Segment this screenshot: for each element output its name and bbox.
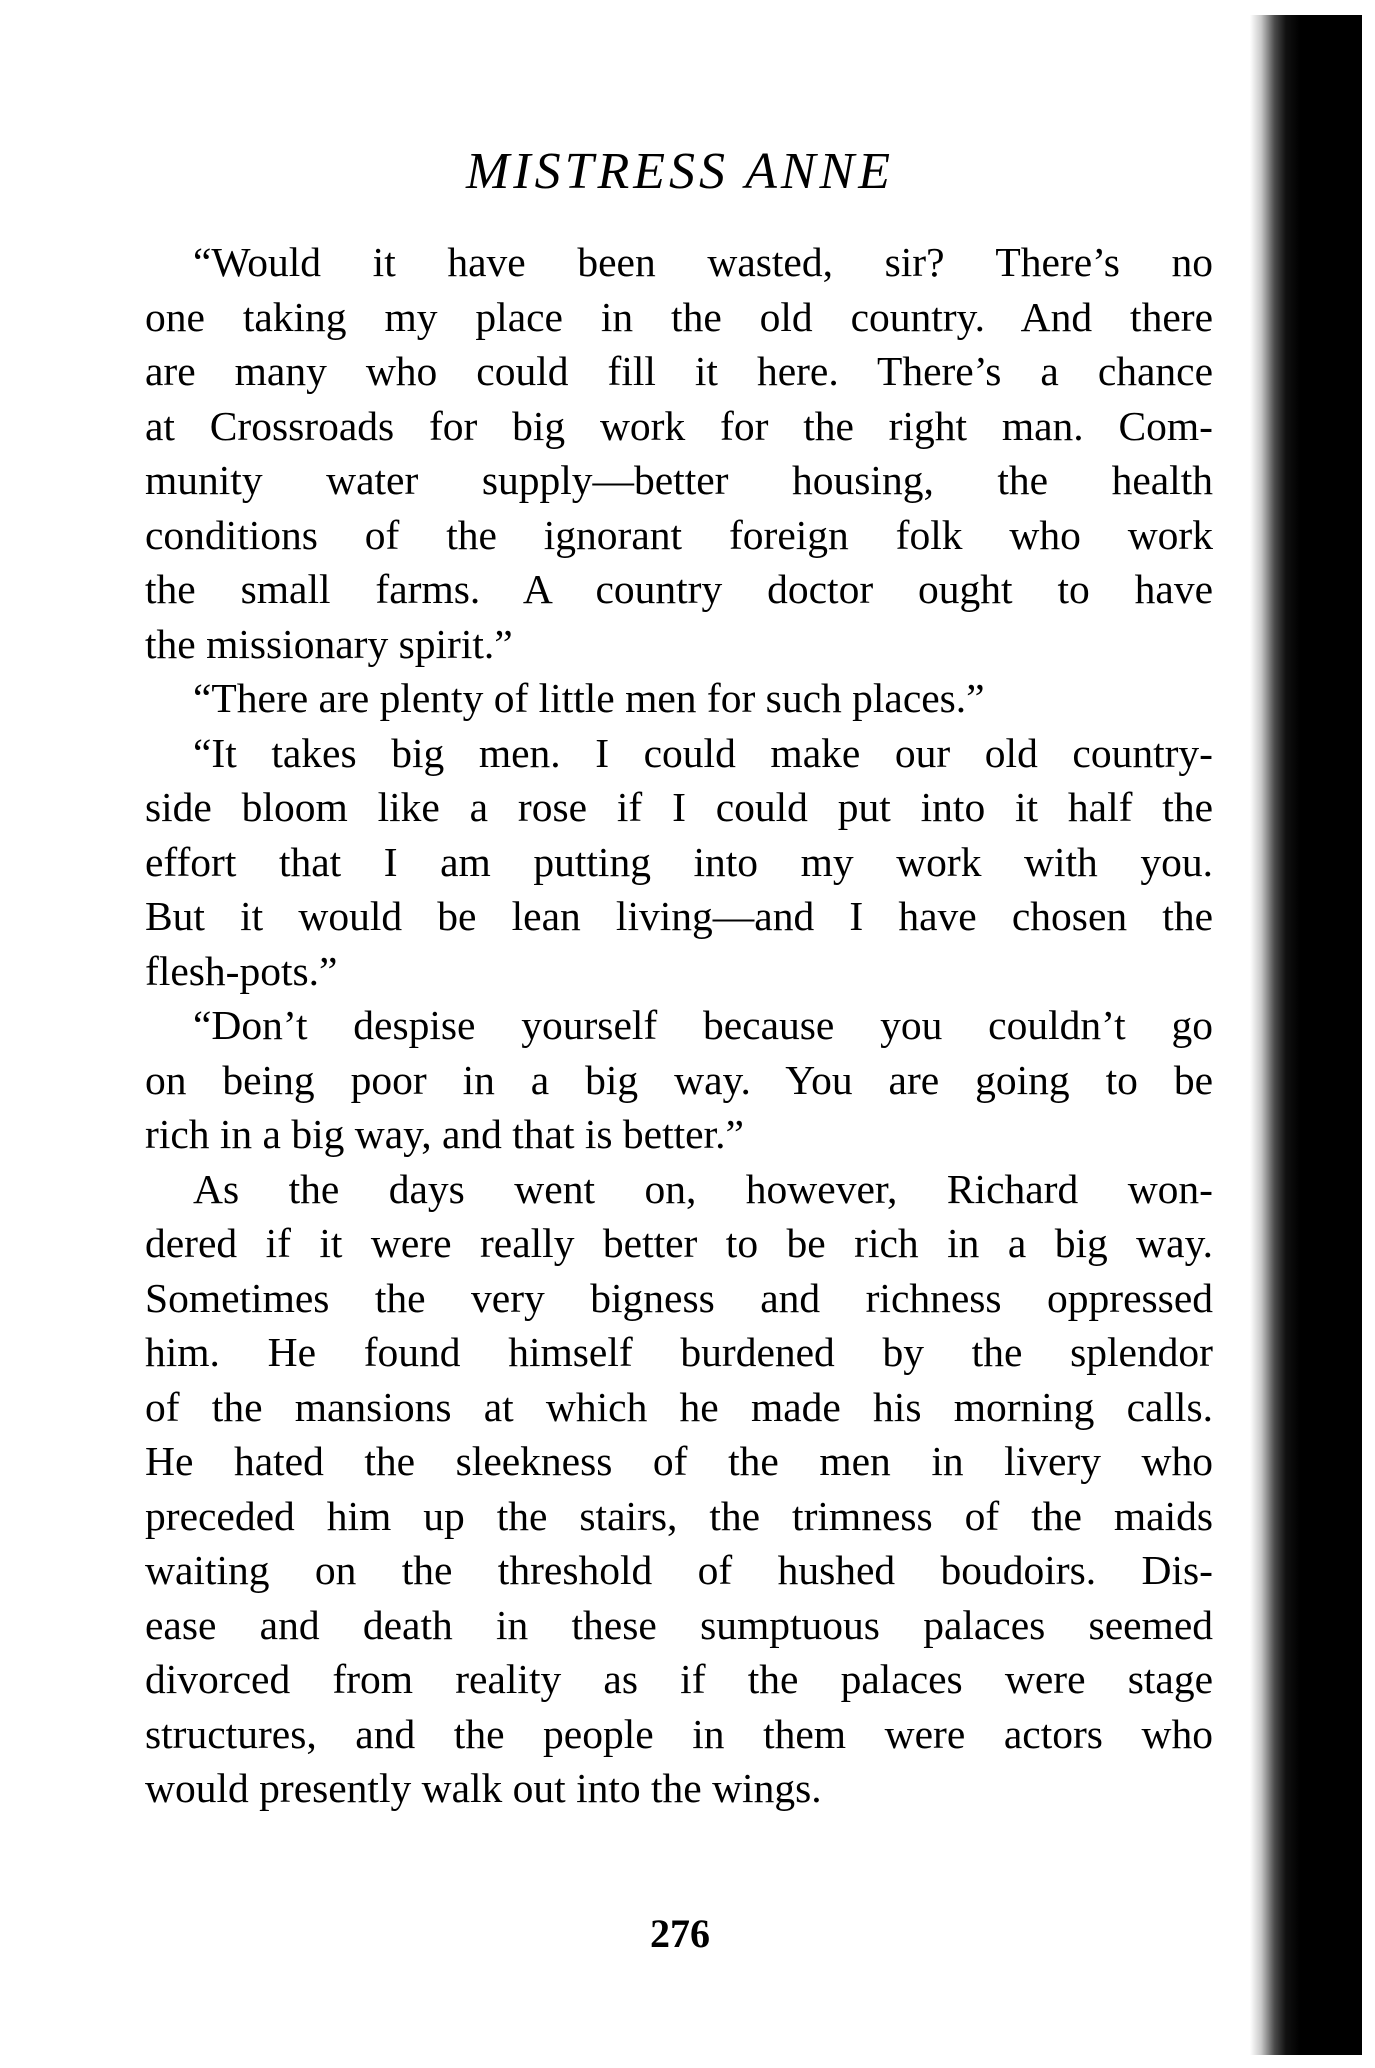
- text-line: side bloom like a rose if I could put into it half the: [145, 784, 1213, 830]
- text-line: Sometimes the very bigness and richness oppressed: [145, 1274, 1213, 1321]
- text-line: But it would be lean living—and I have chosen the: [145, 893, 1213, 939]
- text-line: flesh-pots.”: [145, 947, 338, 994]
- text-line: structures, and the people in them were actors who: [145, 1710, 1213, 1757]
- book-spine-shadow: [1250, 15, 1362, 2055]
- text-line: As the days went on, however, Richard won-: [193, 1165, 1213, 1212]
- text-line: He hated the sleekness of the men in livery who: [145, 1438, 1213, 1484]
- text-line: ease and death in these sumptuous palaces seemed: [145, 1601, 1213, 1648]
- text-line: would presently walk out into the wings.: [145, 1765, 822, 1811]
- text-line: him. He found himself burdened by the splendor: [145, 1329, 1213, 1375]
- text-line: munity water supply—better housing, the health: [145, 457, 1213, 503]
- text-line: effort that I am putting into my work with you.: [145, 838, 1213, 885]
- body-text: [145, 235, 1213, 1816]
- text-line: rich in a big way, and that is better.”: [145, 1111, 744, 1157]
- text-line: one taking my place in the old country. And there: [145, 293, 1213, 340]
- text-line: preceded him up the stairs, the trimness of the maids: [145, 1492, 1213, 1539]
- text-line: conditions of the ignorant foreign folk who work: [145, 511, 1213, 558]
- text-line: “There are plenty of little men for such places.”: [193, 675, 985, 721]
- text-line: on being poor in a big way. You are going to be: [145, 1056, 1213, 1103]
- text-line: waiting on the threshold of hushed boudoirs. Dis-: [145, 1547, 1213, 1593]
- text-line: are many who could fill it here. There’s a chance: [145, 348, 1213, 394]
- text-line: “It takes big men. I could make our old country-: [193, 729, 1213, 776]
- text-line: the small farms. A country doctor ought to have: [145, 566, 1213, 612]
- text-line: “Would it have been wasted, sir? There’s no: [193, 239, 1213, 285]
- page-number: 276: [650, 1911, 710, 1956]
- text-line: “Don’t despise yourself because you couldn’t go: [193, 1002, 1213, 1048]
- text-line: dered if it were really better to be rich in a big way.: [145, 1220, 1213, 1266]
- running-head: MISTRESS ANNE: [465, 143, 895, 200]
- text-line: of the mansions at which he made his morning calls.: [145, 1383, 1213, 1430]
- text-line: divorced from reality as if the palaces were stage: [145, 1656, 1213, 1702]
- text-line: the missionary spirit.”: [145, 620, 513, 667]
- text-line: at Crossroads for big work for the right man. Com-: [145, 402, 1213, 449]
